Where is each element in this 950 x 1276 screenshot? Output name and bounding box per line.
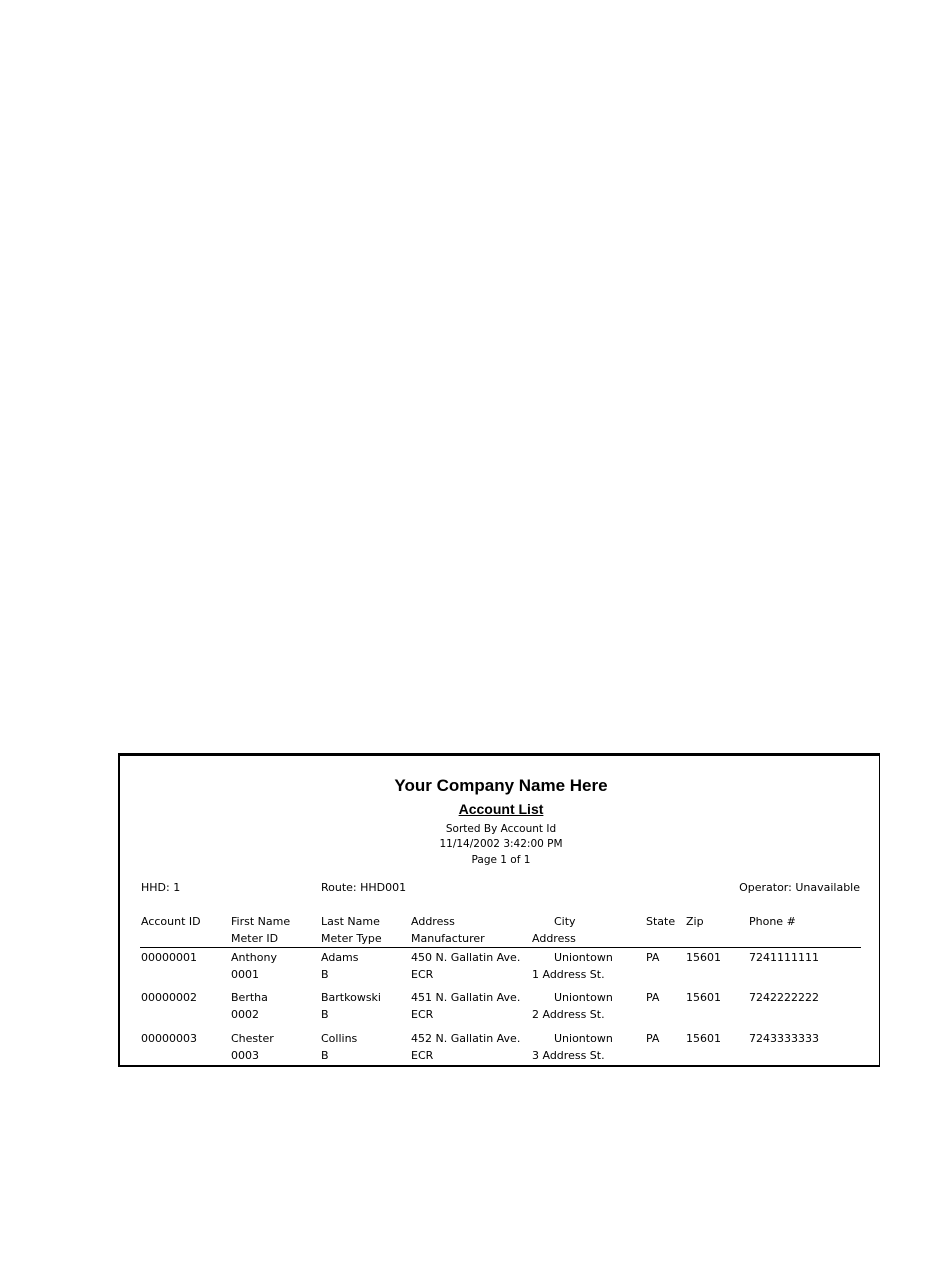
- state: PA: [646, 1032, 660, 1045]
- account-id: 00000001: [141, 951, 197, 964]
- last-name: Bartkowski: [321, 991, 381, 1004]
- account-id: 00000003: [141, 1032, 197, 1045]
- manufacturer: ECR: [411, 1008, 434, 1021]
- col-zip: Zip: [686, 915, 704, 928]
- col-phone: Phone #: [749, 915, 796, 928]
- col-address-2: Address: [532, 932, 576, 945]
- address-2: 1 Address St.: [532, 968, 605, 981]
- address: 451 N. Gallatin Ave.: [411, 991, 521, 1004]
- state: PA: [646, 951, 660, 964]
- table-row: [120, 991, 880, 1027]
- zip: 15601: [686, 1032, 721, 1045]
- address-2: 3 Address St.: [532, 1049, 605, 1062]
- sorted-by: Sorted By Account Id: [445, 823, 557, 835]
- table-row: [120, 1032, 880, 1068]
- phone: 7243333333: [749, 1032, 819, 1045]
- meter-type: B: [321, 1049, 329, 1062]
- meter-id: 0001: [231, 968, 259, 981]
- col-last-name: Last Name: [321, 915, 380, 928]
- address-2: 2 Address St.: [532, 1008, 605, 1021]
- col-account-id: Account ID: [141, 915, 201, 928]
- meter-type: B: [321, 968, 329, 981]
- company-name: Your Company Name Here: [394, 776, 608, 795]
- manufacturer: ECR: [411, 1049, 434, 1062]
- meter-id: 0002: [231, 1008, 259, 1021]
- meter-type: B: [321, 1008, 329, 1021]
- phone: 7242222222: [749, 991, 819, 1004]
- phone: 7241111111: [749, 951, 819, 964]
- col-meter-id: Meter ID: [231, 932, 279, 945]
- city: Uniontown: [554, 1032, 613, 1045]
- col-first-name: First Name: [231, 915, 291, 928]
- zip: 15601: [686, 951, 721, 964]
- last-name: Adams: [321, 951, 359, 964]
- address: 450 N. Gallatin Ave.: [411, 951, 521, 964]
- col-state: State: [646, 915, 676, 928]
- operator-label: Operator: Unavailable: [739, 881, 860, 894]
- city: Uniontown: [554, 991, 613, 1004]
- zip: 15601: [686, 991, 721, 1004]
- col-address: Address: [411, 915, 455, 928]
- first-name: Anthony: [231, 951, 277, 964]
- col-manufacturer: Manufacturer: [411, 932, 485, 945]
- table-row: [120, 951, 880, 987]
- state: PA: [646, 991, 660, 1004]
- route-label: Route: HHD001: [321, 881, 407, 894]
- page-number: Page 1 of 1: [471, 854, 531, 866]
- last-name: Collins: [321, 1032, 358, 1045]
- hhd-label: HHD: 1: [141, 881, 181, 894]
- report-title: Account List: [458, 801, 544, 817]
- city: Uniontown: [554, 951, 613, 964]
- col-meter-type: Meter Type: [321, 932, 382, 945]
- first-name: Chester: [231, 1032, 274, 1045]
- manufacturer: ECR: [411, 968, 434, 981]
- account-list-report: [118, 753, 880, 1067]
- col-city: City: [554, 915, 576, 928]
- report-timestamp: 11/14/2002 3:42:00 PM: [439, 838, 563, 850]
- account-id: 00000002: [141, 991, 197, 1004]
- header-divider: [140, 947, 861, 948]
- meter-id: 0003: [231, 1049, 259, 1062]
- first-name: Bertha: [231, 991, 268, 1004]
- address: 452 N. Gallatin Ave.: [411, 1032, 521, 1045]
